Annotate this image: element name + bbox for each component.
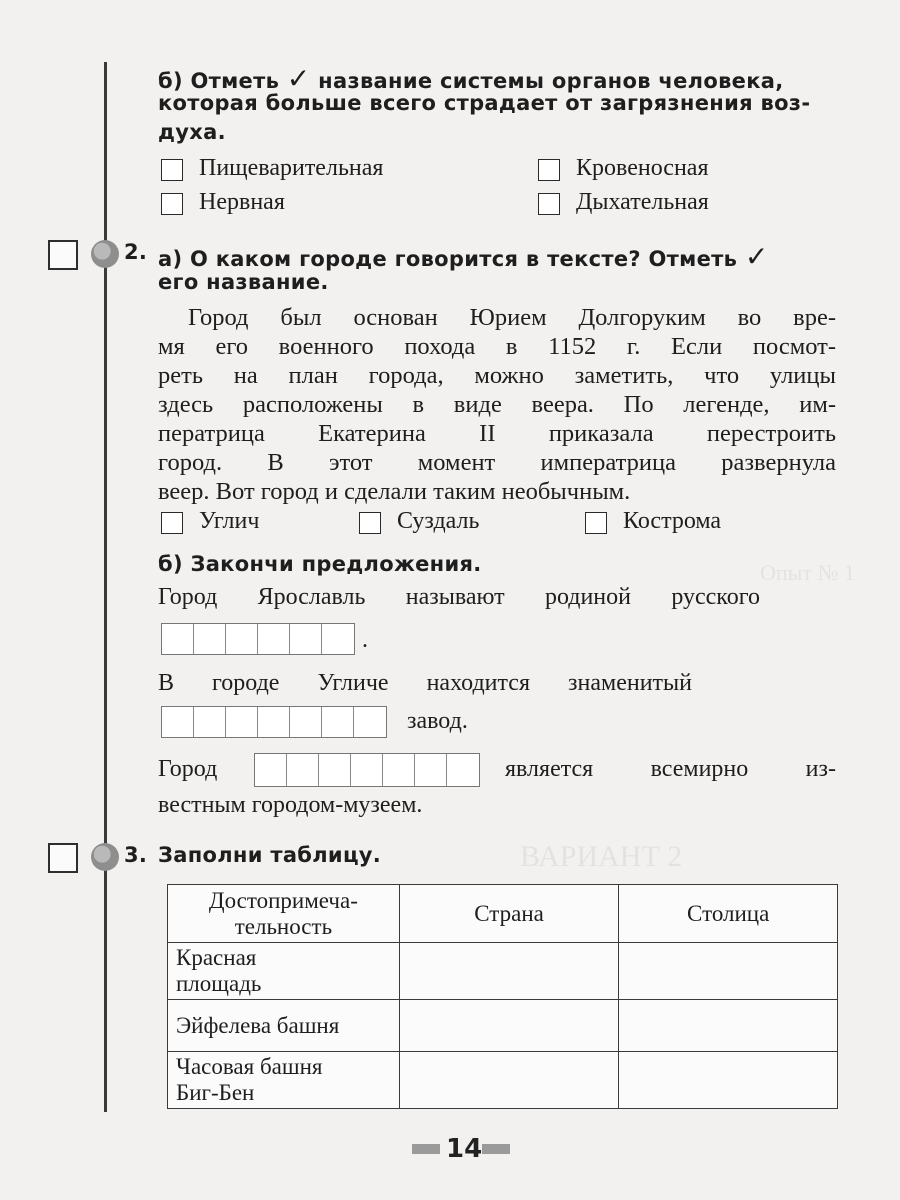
margin-line [104,62,107,1112]
option-label: Нервная [199,189,285,215]
checkbox-option[interactable] [538,193,560,215]
bleed-through-text: Опыт № 1 [760,560,856,585]
bullet-dot-icon [91,240,119,268]
option-label: Кровеносная [576,155,709,181]
sentence-3-start: Город [158,756,218,782]
reading-text: Город был основан Юрием Долгоруким во вре- мя его военного похода в 1152 г. Если посмот- реть на план города, можно заметить, что улицы здесь расположены в виде веера. По легенде, им- ператрица Екатерина II приказала перестроить город. В этот момент императрица развернула веер. Вот город и сделали таким необычным. [158,304,836,505]
score-box[interactable] [48,843,78,873]
check-mark-icon: ✓ [744,240,769,273]
sentence-1-end: . [362,627,368,653]
task1b-line2: которая больше всего страдает от загрязнения воз- [158,91,811,115]
answer-cells[interactable] [161,623,355,655]
sentence-2-end: завод. [407,708,468,734]
task1b-line1: б) Отметь ✓ название системы органов человека, [158,62,784,95]
task1b-line3: духа. [158,120,226,144]
answer-cell[interactable] [619,943,838,1000]
option-label: Суздаль [397,508,480,534]
task2a-line2: его название. [158,270,329,294]
table-row [168,1052,838,1109]
sentence-3-mid: является всемирно из- [505,756,836,782]
checkbox-option[interactable] [538,159,560,181]
answer-cell[interactable] [399,1000,619,1052]
table-header: Достопримеча- тельность [168,885,400,943]
answer-cell[interactable] [399,943,619,1000]
page-bar-right [482,1144,510,1154]
table-row [168,943,838,1000]
task-number: 3. [124,843,148,867]
check-mark-icon: ✓ [286,62,311,95]
table-header: Страна [399,885,619,943]
task-number: 2. [124,240,148,264]
task2a-line1: а) О каком городе говорится в тексте? Отметь ✓ [158,240,769,273]
table-cell: Красная площадь [168,943,400,1000]
answer-cell[interactable] [619,1000,838,1052]
answer-cell[interactable] [399,1052,619,1109]
checkbox-option[interactable] [585,512,607,534]
task3-title: Заполни таблицу. [158,843,382,867]
table-header: Столица [619,885,838,943]
bleed-through-text: ВАРИАНТ 2 [520,840,683,873]
page-bar-left [412,1144,440,1154]
table-cell: Часовая башня Биг-Бен [168,1052,400,1109]
landmarks-table [167,884,838,1109]
option-label: Дыхательная [576,189,709,215]
sentence-2: В городе Угличе находится знаменитый [158,670,692,696]
table-header-row [168,885,838,943]
table-cell: Эйфелева башня [168,1000,400,1052]
option-label: Пищеварительная [199,155,384,181]
answer-cells[interactable] [161,706,387,738]
page-number: 14 [446,1134,483,1164]
option-label: Углич [199,508,260,534]
task2b-title: б) Закончи предложения. [158,552,482,576]
table-row [168,1000,838,1052]
score-box[interactable] [48,240,78,270]
sentence-3-line2: вестным городом-музеем. [158,792,423,818]
option-label: Кострома [623,508,722,534]
checkbox-option[interactable] [161,159,183,181]
sentence-1: Город Ярославль называют родиной русского [158,584,760,610]
checkbox-option[interactable] [359,512,381,534]
checkbox-option[interactable] [161,512,183,534]
checkbox-option[interactable] [161,193,183,215]
answer-cells[interactable] [254,753,480,787]
answer-cell[interactable] [619,1052,838,1109]
bullet-dot-icon [91,843,119,871]
